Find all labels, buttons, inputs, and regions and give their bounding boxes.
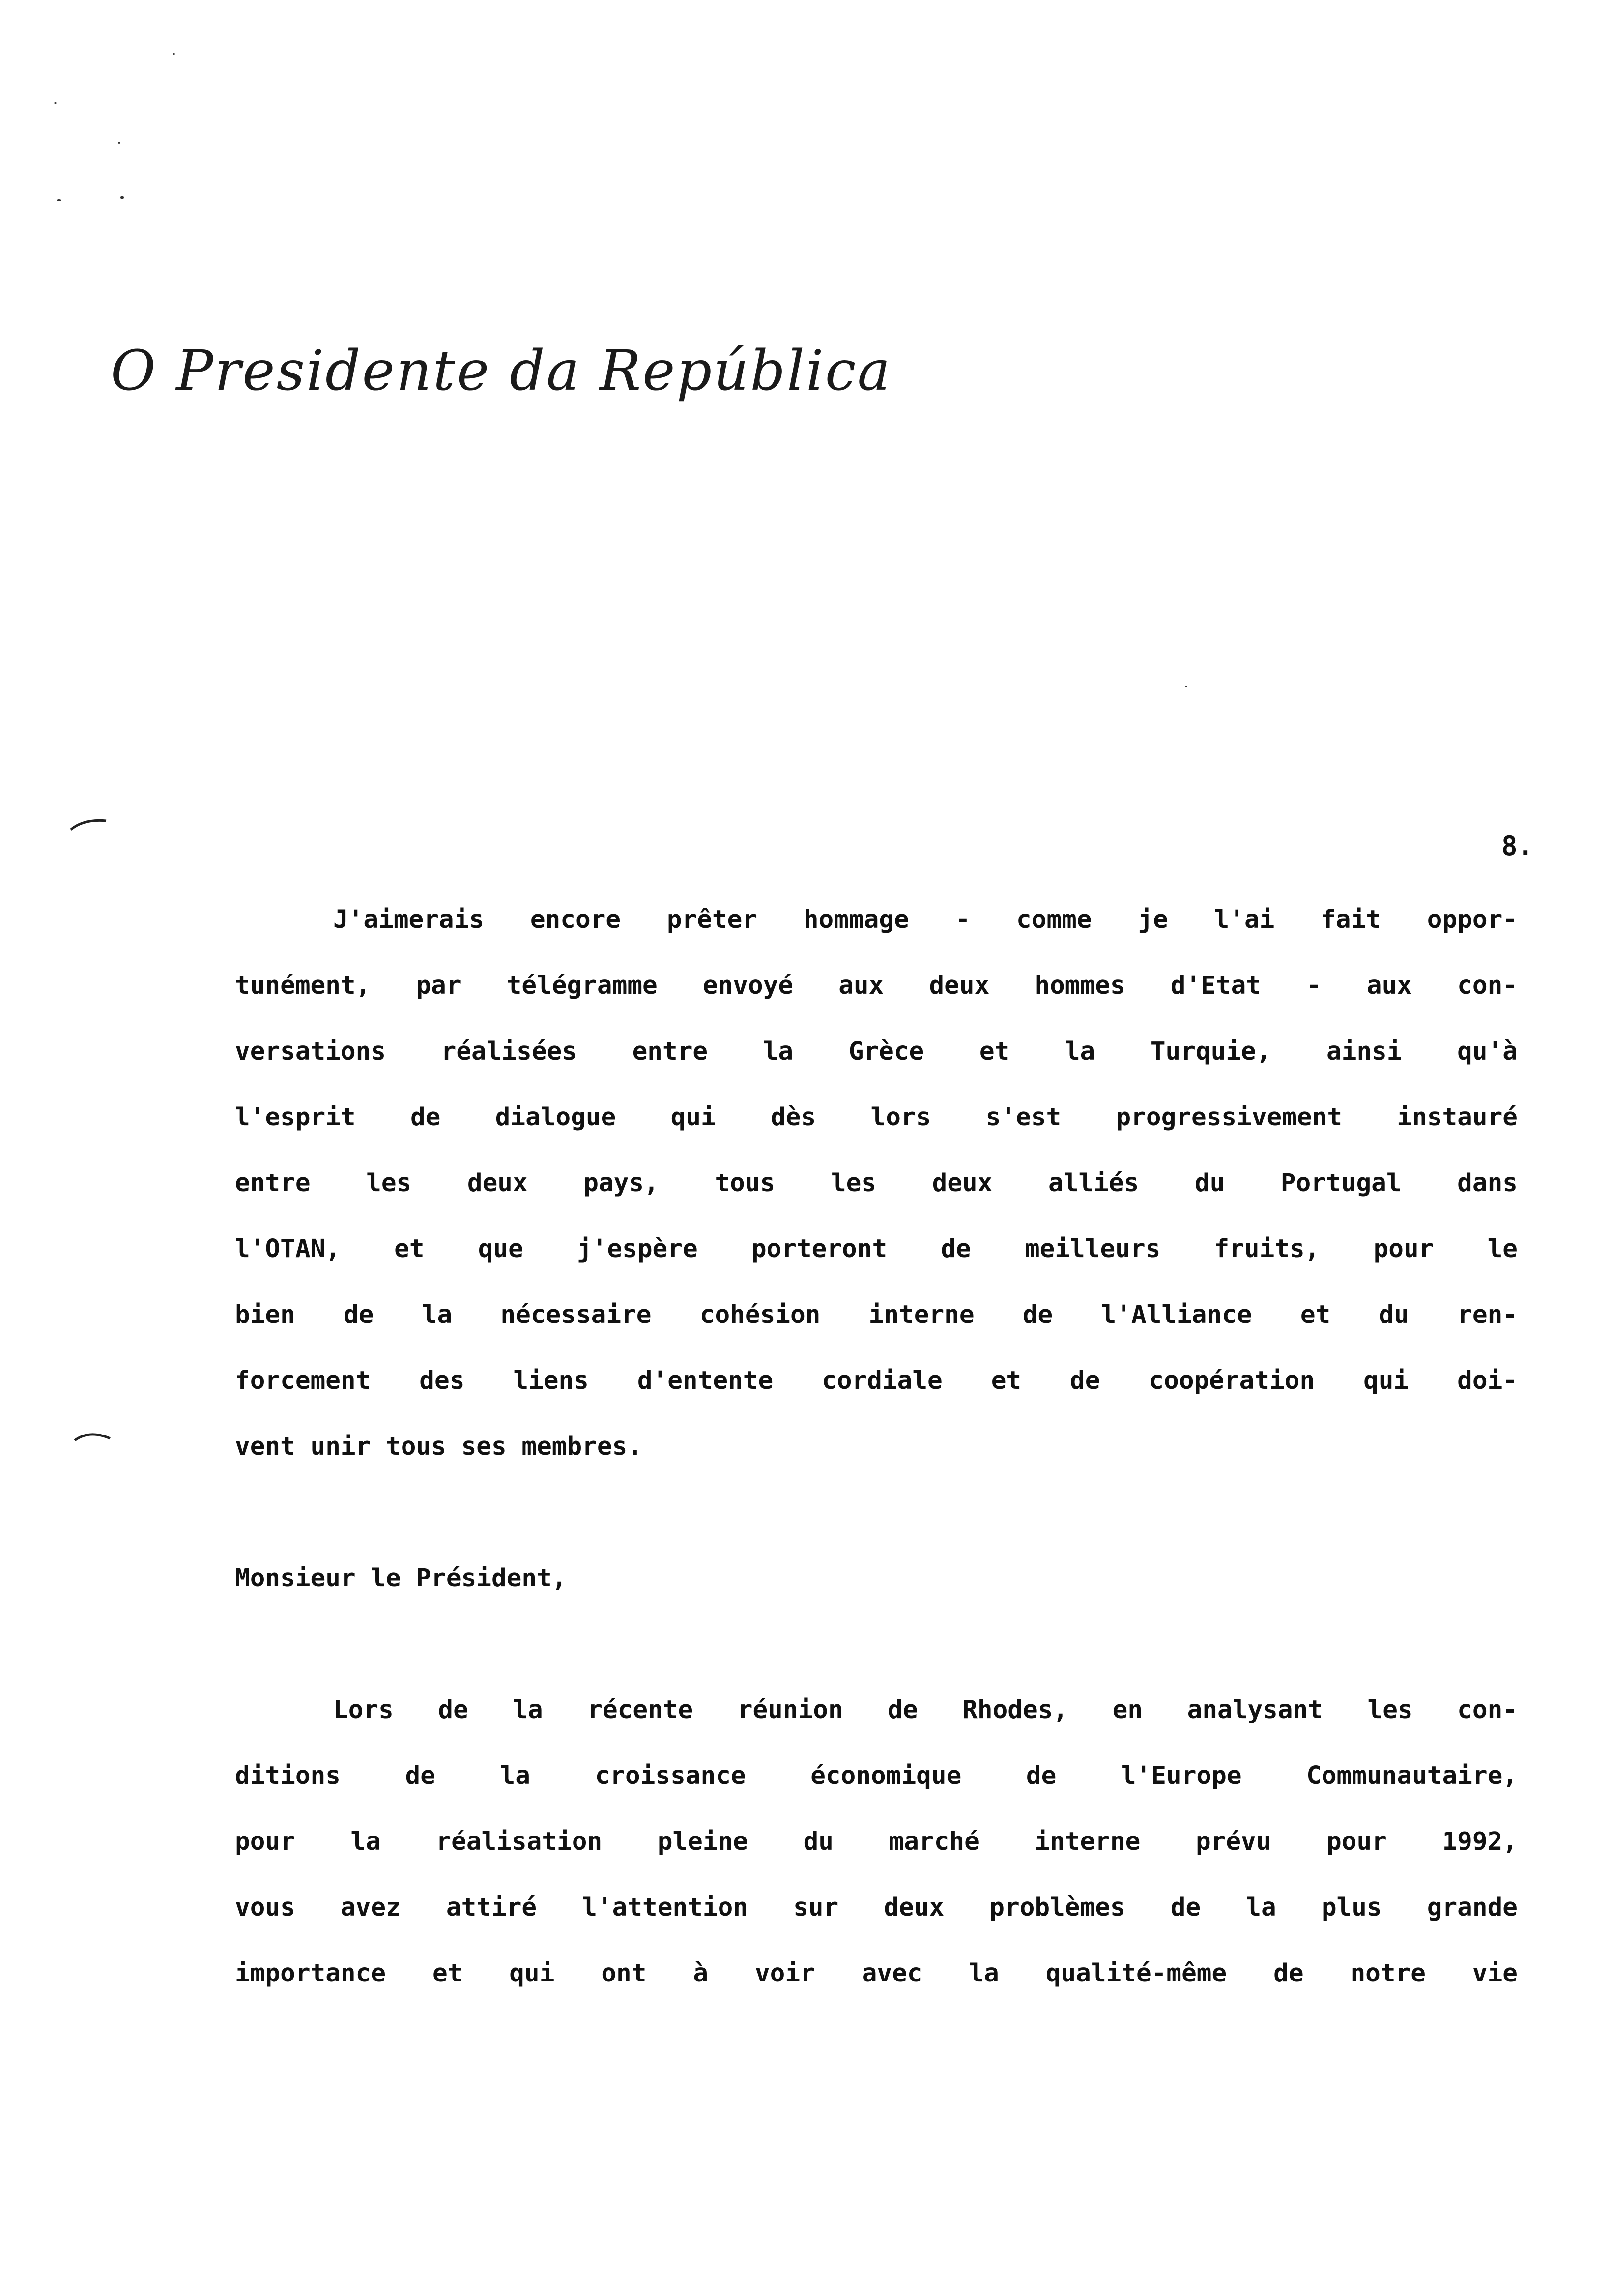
paragraph-line: versations réalisées entre la Grèce et la Turquie, ainsi qu'à: [235, 1037, 1518, 1066]
salutation: Monsieur le Président,: [235, 1564, 567, 1593]
paragraph-line: importance et qui ont à voir avec la qualité-même de notre vie: [235, 1959, 1518, 1988]
scan-speck: [57, 199, 61, 201]
paragraph-2: [235, 1677, 1518, 2007]
letterhead: O Presidente da República: [111, 339, 892, 403]
paragraph-line: pour la réalisation pleine du marché interne prévu pour 1992,: [235, 1827, 1518, 1856]
paragraph-line: bien de la nécessaire cohésion interne de l'Alliance et du ren-: [235, 1300, 1518, 1329]
letter-body: [235, 887, 1518, 2007]
paragraph-line: forcement des liens d'entente cordiale et de coopération qui doi-: [235, 1366, 1518, 1395]
paragraph-line: l'esprit de dialogue qui dès lors s'est progressivement instauré: [235, 1103, 1518, 1132]
paragraph-spacer: [235, 1480, 1518, 1546]
scan-speck: [118, 142, 120, 144]
paragraph-line: l'OTAN, et que j'espère porteront de meilleurs fruits, pour le: [235, 1234, 1518, 1263]
paragraph-1: [235, 887, 1518, 1480]
scan-speck: [120, 196, 124, 199]
paragraph-line: entre les deux pays, tous les deux alliés du Portugal dans: [235, 1169, 1518, 1198]
paragraph-line: vous avez attiré l'attention sur deux problèmes de la plus grande: [235, 1893, 1518, 1922]
paragraph-line: tunément, par télégramme envoyé aux deux hommes d'Etat - aux con-: [235, 971, 1518, 1000]
scan-speck: [173, 53, 175, 55]
margin-mark-top: [69, 816, 108, 832]
paragraph-line: Lors de la récente réunion de Rhodes, en analysant les con-: [333, 1695, 1518, 1724]
scan-speck: [54, 102, 57, 104]
paragraph-line: ditions de la croissance économique de l'Europe Communautaire,: [235, 1761, 1518, 1790]
scan-speck: [1185, 686, 1187, 687]
page-number: 8.: [1501, 831, 1533, 861]
paragraph-line: J'aimerais encore prêter hommage - comme je l'ai fait oppor-: [333, 905, 1518, 934]
paragraph-line: vent unir tous ses membres.: [235, 1432, 643, 1461]
paragraph-spacer: [235, 1611, 1518, 1677]
margin-mark-bottom: [73, 1428, 112, 1444]
